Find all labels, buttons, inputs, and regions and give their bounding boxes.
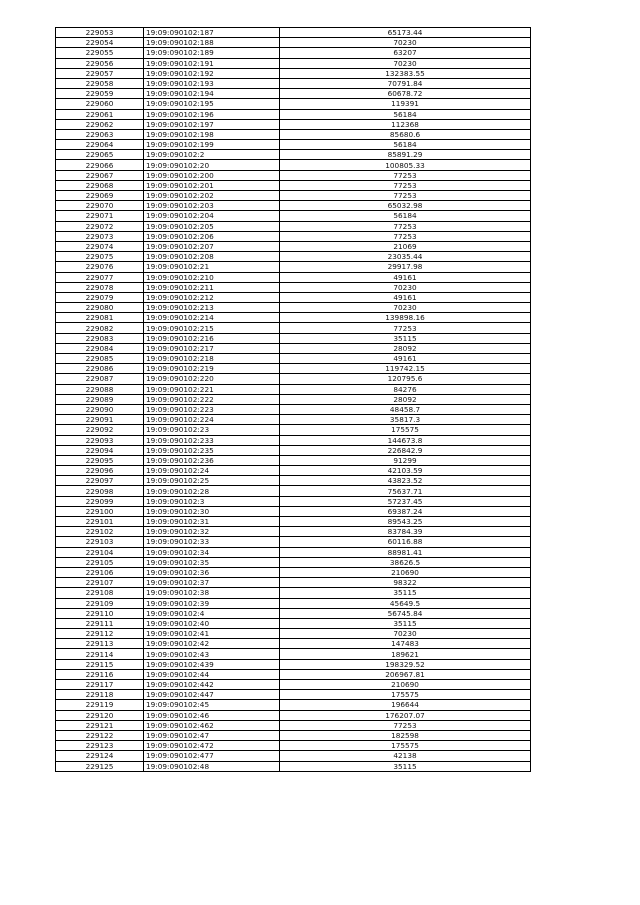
value-cell: 35115 (280, 761, 531, 771)
row-id-cell: 229107 (56, 578, 144, 588)
table-row (56, 28, 531, 38)
table-row (56, 588, 531, 598)
row-id-cell: 229111 (56, 618, 144, 628)
row-id-cell: 229124 (56, 751, 144, 761)
cadastral-number-cell: 19:09:090102:221 (144, 384, 280, 394)
row-id-cell: 229064 (56, 140, 144, 150)
value-cell: 85891.29 (280, 150, 531, 160)
value-cell: 139898.16 (280, 313, 531, 323)
value-cell: 48458.7 (280, 404, 531, 414)
value-cell: 112368 (280, 119, 531, 129)
value-cell: 84276 (280, 384, 531, 394)
row-id-cell: 229077 (56, 272, 144, 282)
value-cell: 65173.44 (280, 28, 531, 38)
table-row (56, 68, 531, 78)
value-cell: 77253 (280, 720, 531, 730)
row-id-cell: 229054 (56, 38, 144, 48)
cadastral-number-cell: 19:09:090102:206 (144, 231, 280, 241)
cadastral-number-cell: 19:09:090102:236 (144, 455, 280, 465)
row-id-cell: 229120 (56, 710, 144, 720)
cadastral-number-cell: 19:09:090102:207 (144, 241, 280, 251)
cadastral-number-cell: 19:09:090102:4 (144, 608, 280, 618)
table-row (56, 415, 531, 425)
table-row (56, 466, 531, 476)
value-cell: 147483 (280, 639, 531, 649)
value-cell: 28092 (280, 394, 531, 404)
cadastral-number-cell: 19:09:090102:195 (144, 99, 280, 109)
table-row (56, 578, 531, 588)
table-row (56, 639, 531, 649)
cadastral-number-cell: 19:09:090102:447 (144, 690, 280, 700)
row-id-cell: 229053 (56, 28, 144, 38)
row-id-cell: 229091 (56, 415, 144, 425)
value-cell: 70230 (280, 303, 531, 313)
cadastral-number-cell: 19:09:090102:25 (144, 476, 280, 486)
table-row (56, 343, 531, 353)
value-cell: 35115 (280, 333, 531, 343)
value-cell: 57237.45 (280, 496, 531, 506)
value-cell: 70230 (280, 38, 531, 48)
table-row (56, 629, 531, 639)
cadastral-number-cell: 19:09:090102:213 (144, 303, 280, 313)
cadastral-number-cell: 19:09:090102:439 (144, 659, 280, 669)
table-row (56, 425, 531, 435)
row-id-cell: 229112 (56, 629, 144, 639)
table-row (56, 333, 531, 343)
row-id-cell: 229101 (56, 517, 144, 527)
table-row (56, 150, 531, 160)
table-row (56, 435, 531, 445)
value-cell: 63207 (280, 48, 531, 58)
value-cell: 175575 (280, 741, 531, 751)
table-row (56, 700, 531, 710)
cadastral-number-cell: 19:09:090102:30 (144, 506, 280, 516)
row-id-cell: 229076 (56, 262, 144, 272)
value-cell: 42138 (280, 751, 531, 761)
table-row (56, 659, 531, 669)
table-row (56, 384, 531, 394)
table-row (56, 201, 531, 211)
cadastral-number-cell: 19:09:090102:189 (144, 48, 280, 58)
row-id-cell: 229057 (56, 68, 144, 78)
cadastral-number-cell: 19:09:090102:220 (144, 374, 280, 384)
cadastral-number-cell: 19:09:090102:43 (144, 649, 280, 659)
table-row (56, 180, 531, 190)
value-cell: 49161 (280, 272, 531, 282)
row-id-cell: 229088 (56, 384, 144, 394)
table-row (56, 537, 531, 547)
cadastral-number-cell: 19:09:090102:3 (144, 496, 280, 506)
cadastral-number-cell: 19:09:090102:35 (144, 557, 280, 567)
value-cell: 65032.98 (280, 201, 531, 211)
row-id-cell: 229121 (56, 720, 144, 730)
value-cell: 49161 (280, 354, 531, 364)
row-id-cell: 229079 (56, 292, 144, 302)
row-id-cell: 229125 (56, 761, 144, 771)
cadastral-number-cell: 19:09:090102:223 (144, 404, 280, 414)
cadastral-number-cell: 19:09:090102:224 (144, 415, 280, 425)
cadastral-number-cell: 19:09:090102:47 (144, 730, 280, 740)
table-row (56, 374, 531, 384)
value-cell: 21069 (280, 241, 531, 251)
table-row (56, 741, 531, 751)
data-table (55, 27, 531, 772)
value-cell: 196644 (280, 700, 531, 710)
value-cell: 206967.81 (280, 669, 531, 679)
value-cell: 175575 (280, 690, 531, 700)
cadastral-number-cell: 19:09:090102:194 (144, 89, 280, 99)
table-row (56, 262, 531, 272)
table-row (56, 598, 531, 608)
cadastral-number-cell: 19:09:090102:462 (144, 720, 280, 730)
cadastral-number-cell: 19:09:090102:200 (144, 170, 280, 180)
table-row (56, 282, 531, 292)
row-id-cell: 229119 (56, 700, 144, 710)
value-cell: 35115 (280, 618, 531, 628)
value-cell: 91299 (280, 455, 531, 465)
table-body (56, 28, 531, 772)
cadastral-number-cell: 19:09:090102:42 (144, 639, 280, 649)
table-row (56, 38, 531, 48)
cadastral-number-cell: 19:09:090102:34 (144, 547, 280, 557)
cadastral-number-cell: 19:09:090102:208 (144, 252, 280, 262)
row-id-cell: 229056 (56, 58, 144, 68)
row-id-cell: 229067 (56, 170, 144, 180)
cadastral-number-cell: 19:09:090102:219 (144, 364, 280, 374)
cadastral-number-cell: 19:09:090102:45 (144, 700, 280, 710)
table-row (56, 517, 531, 527)
value-cell: 144673.8 (280, 435, 531, 445)
row-id-cell: 229074 (56, 241, 144, 251)
value-cell: 198329.52 (280, 659, 531, 669)
cadastral-number-cell: 19:09:090102:20 (144, 160, 280, 170)
table-row (56, 109, 531, 119)
value-cell: 176207.07 (280, 710, 531, 720)
row-id-cell: 229072 (56, 221, 144, 231)
table-row (56, 170, 531, 180)
value-cell: 35817.3 (280, 415, 531, 425)
value-cell: 98322 (280, 578, 531, 588)
cadastral-number-cell: 19:09:090102:217 (144, 343, 280, 353)
row-id-cell: 229083 (56, 333, 144, 343)
value-cell: 83784.39 (280, 527, 531, 537)
value-cell: 35115 (280, 588, 531, 598)
table-row (56, 527, 531, 537)
row-id-cell: 229075 (56, 252, 144, 262)
row-id-cell: 229066 (56, 160, 144, 170)
row-id-cell: 229110 (56, 608, 144, 618)
cadastral-number-cell: 19:09:090102:44 (144, 669, 280, 679)
row-id-cell: 229105 (56, 557, 144, 567)
value-cell: 29917.98 (280, 262, 531, 272)
row-id-cell: 229100 (56, 506, 144, 516)
row-id-cell: 229116 (56, 669, 144, 679)
row-id-cell: 229098 (56, 486, 144, 496)
table-row (56, 99, 531, 109)
cadastral-number-cell: 19:09:090102:214 (144, 313, 280, 323)
cadastral-number-cell: 19:09:090102:222 (144, 394, 280, 404)
cadastral-number-cell: 19:09:090102:31 (144, 517, 280, 527)
cadastral-number-cell: 19:09:090102:21 (144, 262, 280, 272)
row-id-cell: 229081 (56, 313, 144, 323)
value-cell: 182598 (280, 730, 531, 740)
value-cell: 60116.88 (280, 537, 531, 547)
cadastral-number-cell: 19:09:090102:191 (144, 58, 280, 68)
row-id-cell: 229080 (56, 303, 144, 313)
table-row (56, 486, 531, 496)
row-id-cell: 229087 (56, 374, 144, 384)
cadastral-number-cell: 19:09:090102:212 (144, 292, 280, 302)
table-row (56, 364, 531, 374)
cadastral-number-cell: 19:09:090102:201 (144, 180, 280, 190)
cadastral-number-cell: 19:09:090102:198 (144, 129, 280, 139)
table-row (56, 547, 531, 557)
cadastral-number-cell: 19:09:090102:23 (144, 425, 280, 435)
value-cell: 77253 (280, 221, 531, 231)
value-cell: 226842.9 (280, 445, 531, 455)
value-cell: 56184 (280, 109, 531, 119)
cadastral-number-cell: 19:09:090102:235 (144, 445, 280, 455)
row-id-cell: 229095 (56, 455, 144, 465)
row-id-cell: 229123 (56, 741, 144, 751)
value-cell: 77253 (280, 170, 531, 180)
table-row (56, 292, 531, 302)
row-id-cell: 229102 (56, 527, 144, 537)
table-row (56, 649, 531, 659)
table-row (56, 58, 531, 68)
table-row (56, 323, 531, 333)
row-id-cell: 229060 (56, 99, 144, 109)
value-cell: 132383.55 (280, 68, 531, 78)
row-id-cell: 229097 (56, 476, 144, 486)
table-row (56, 404, 531, 414)
row-id-cell: 229082 (56, 323, 144, 333)
table-row (56, 313, 531, 323)
value-cell: 56745.84 (280, 608, 531, 618)
cadastral-number-cell: 19:09:090102:204 (144, 211, 280, 221)
value-cell: 175575 (280, 425, 531, 435)
table-row (56, 557, 531, 567)
table-row (56, 496, 531, 506)
cadastral-number-cell: 19:09:090102:442 (144, 680, 280, 690)
value-cell: 119742.15 (280, 364, 531, 374)
cadastral-number-cell: 19:09:090102:205 (144, 221, 280, 231)
cadastral-number-cell: 19:09:090102:188 (144, 38, 280, 48)
table-row (56, 669, 531, 679)
table-row (56, 303, 531, 313)
cadastral-number-cell: 19:09:090102:187 (144, 28, 280, 38)
table-row (56, 354, 531, 364)
row-id-cell: 229096 (56, 466, 144, 476)
value-cell: 28092 (280, 343, 531, 353)
row-id-cell: 229055 (56, 48, 144, 58)
row-id-cell: 229085 (56, 354, 144, 364)
cadastral-number-cell: 19:09:090102:477 (144, 751, 280, 761)
table-row (56, 506, 531, 516)
row-id-cell: 229070 (56, 201, 144, 211)
cadastral-number-cell: 19:09:090102:203 (144, 201, 280, 211)
table-row (56, 680, 531, 690)
table-row (56, 618, 531, 628)
row-id-cell: 229086 (56, 364, 144, 374)
row-id-cell: 229068 (56, 180, 144, 190)
row-id-cell: 229118 (56, 690, 144, 700)
value-cell: 75637.71 (280, 486, 531, 496)
value-cell: 69387.24 (280, 506, 531, 516)
row-id-cell: 229104 (56, 547, 144, 557)
table-row (56, 272, 531, 282)
row-id-cell: 229094 (56, 445, 144, 455)
value-cell: 45649.5 (280, 598, 531, 608)
row-id-cell: 229117 (56, 680, 144, 690)
table-row (56, 129, 531, 139)
row-id-cell: 229084 (56, 343, 144, 353)
value-cell: 189621 (280, 649, 531, 659)
cadastral-number-cell: 19:09:090102:39 (144, 598, 280, 608)
row-id-cell: 229063 (56, 129, 144, 139)
row-id-cell: 229078 (56, 282, 144, 292)
value-cell: 120795.6 (280, 374, 531, 384)
cadastral-number-cell: 19:09:090102:216 (144, 333, 280, 343)
value-cell: 77253 (280, 191, 531, 201)
value-cell: 60678.72 (280, 89, 531, 99)
row-id-cell: 229108 (56, 588, 144, 598)
table-row (56, 394, 531, 404)
value-cell: 56184 (280, 211, 531, 221)
cadastral-number-cell: 19:09:090102:38 (144, 588, 280, 598)
cadastral-number-cell: 19:09:090102:41 (144, 629, 280, 639)
cadastral-number-cell: 19:09:090102:196 (144, 109, 280, 119)
value-cell: 70791.84 (280, 78, 531, 88)
value-cell: 77253 (280, 231, 531, 241)
cadastral-number-cell: 19:09:090102:215 (144, 323, 280, 333)
table-row (56, 720, 531, 730)
value-cell: 88981.41 (280, 547, 531, 557)
table-row (56, 751, 531, 761)
cadastral-number-cell: 19:09:090102:199 (144, 140, 280, 150)
cadastral-number-cell: 19:09:090102:37 (144, 578, 280, 588)
row-id-cell: 229065 (56, 150, 144, 160)
value-cell: 70230 (280, 629, 531, 639)
row-id-cell: 229061 (56, 109, 144, 119)
row-id-cell: 229058 (56, 78, 144, 88)
table-row (56, 476, 531, 486)
row-id-cell: 229103 (56, 537, 144, 547)
row-id-cell: 229109 (56, 598, 144, 608)
table-row (56, 455, 531, 465)
cadastral-number-cell: 19:09:090102:472 (144, 741, 280, 751)
table-row (56, 690, 531, 700)
value-cell: 77253 (280, 180, 531, 190)
cadastral-number-cell: 19:09:090102:210 (144, 272, 280, 282)
row-id-cell: 229093 (56, 435, 144, 445)
value-cell: 210690 (280, 680, 531, 690)
cadastral-number-cell: 19:09:090102:192 (144, 68, 280, 78)
cadastral-number-cell: 19:09:090102:211 (144, 282, 280, 292)
table-row (56, 730, 531, 740)
table-row (56, 48, 531, 58)
table-row (56, 231, 531, 241)
cadastral-number-cell: 19:09:090102:48 (144, 761, 280, 771)
value-cell: 42103.59 (280, 466, 531, 476)
table-row (56, 252, 531, 262)
row-id-cell: 229073 (56, 231, 144, 241)
value-cell: 56184 (280, 140, 531, 150)
table-row (56, 761, 531, 771)
value-cell: 38626.5 (280, 557, 531, 567)
table-row (56, 221, 531, 231)
row-id-cell: 229071 (56, 211, 144, 221)
row-id-cell: 229114 (56, 649, 144, 659)
value-cell: 100805.33 (280, 160, 531, 170)
value-cell: 43823.52 (280, 476, 531, 486)
table-row (56, 140, 531, 150)
table-row (56, 445, 531, 455)
row-id-cell: 229062 (56, 119, 144, 129)
row-id-cell: 229122 (56, 730, 144, 740)
table-row (56, 211, 531, 221)
value-cell: 49161 (280, 292, 531, 302)
table-row (56, 78, 531, 88)
cadastral-number-cell: 19:09:090102:218 (144, 354, 280, 364)
table-row (56, 119, 531, 129)
row-id-cell: 229115 (56, 659, 144, 669)
cadastral-number-cell: 19:09:090102:40 (144, 618, 280, 628)
value-cell: 85680.6 (280, 129, 531, 139)
cadastral-number-cell: 19:09:090102:46 (144, 710, 280, 720)
cadastral-number-cell: 19:09:090102:36 (144, 567, 280, 577)
row-id-cell: 229059 (56, 89, 144, 99)
cadastral-number-cell: 19:09:090102:193 (144, 78, 280, 88)
table-row (56, 160, 531, 170)
row-id-cell: 229090 (56, 404, 144, 414)
value-cell: 77253 (280, 323, 531, 333)
cadastral-number-cell: 19:09:090102:197 (144, 119, 280, 129)
value-cell: 70230 (280, 282, 531, 292)
table-row (56, 89, 531, 99)
table-row (56, 191, 531, 201)
row-id-cell: 229099 (56, 496, 144, 506)
value-cell: 23035.44 (280, 252, 531, 262)
table-row (56, 241, 531, 251)
table-row (56, 608, 531, 618)
row-id-cell: 229089 (56, 394, 144, 404)
cadastral-number-cell: 19:09:090102:2 (144, 150, 280, 160)
value-cell: 70230 (280, 58, 531, 68)
value-cell: 210690 (280, 567, 531, 577)
row-id-cell: 229069 (56, 191, 144, 201)
cadastral-number-cell: 19:09:090102:24 (144, 466, 280, 476)
table-row (56, 710, 531, 720)
table-row (56, 567, 531, 577)
cadastral-number-cell: 19:09:090102:28 (144, 486, 280, 496)
cadastral-number-cell: 19:09:090102:32 (144, 527, 280, 537)
value-cell: 89543.25 (280, 517, 531, 527)
row-id-cell: 229106 (56, 567, 144, 577)
cadastral-number-cell: 19:09:090102:233 (144, 435, 280, 445)
cadastral-number-cell: 19:09:090102:202 (144, 191, 280, 201)
row-id-cell: 229113 (56, 639, 144, 649)
value-cell: 119391 (280, 99, 531, 109)
cadastral-number-cell: 19:09:090102:33 (144, 537, 280, 547)
row-id-cell: 229092 (56, 425, 144, 435)
